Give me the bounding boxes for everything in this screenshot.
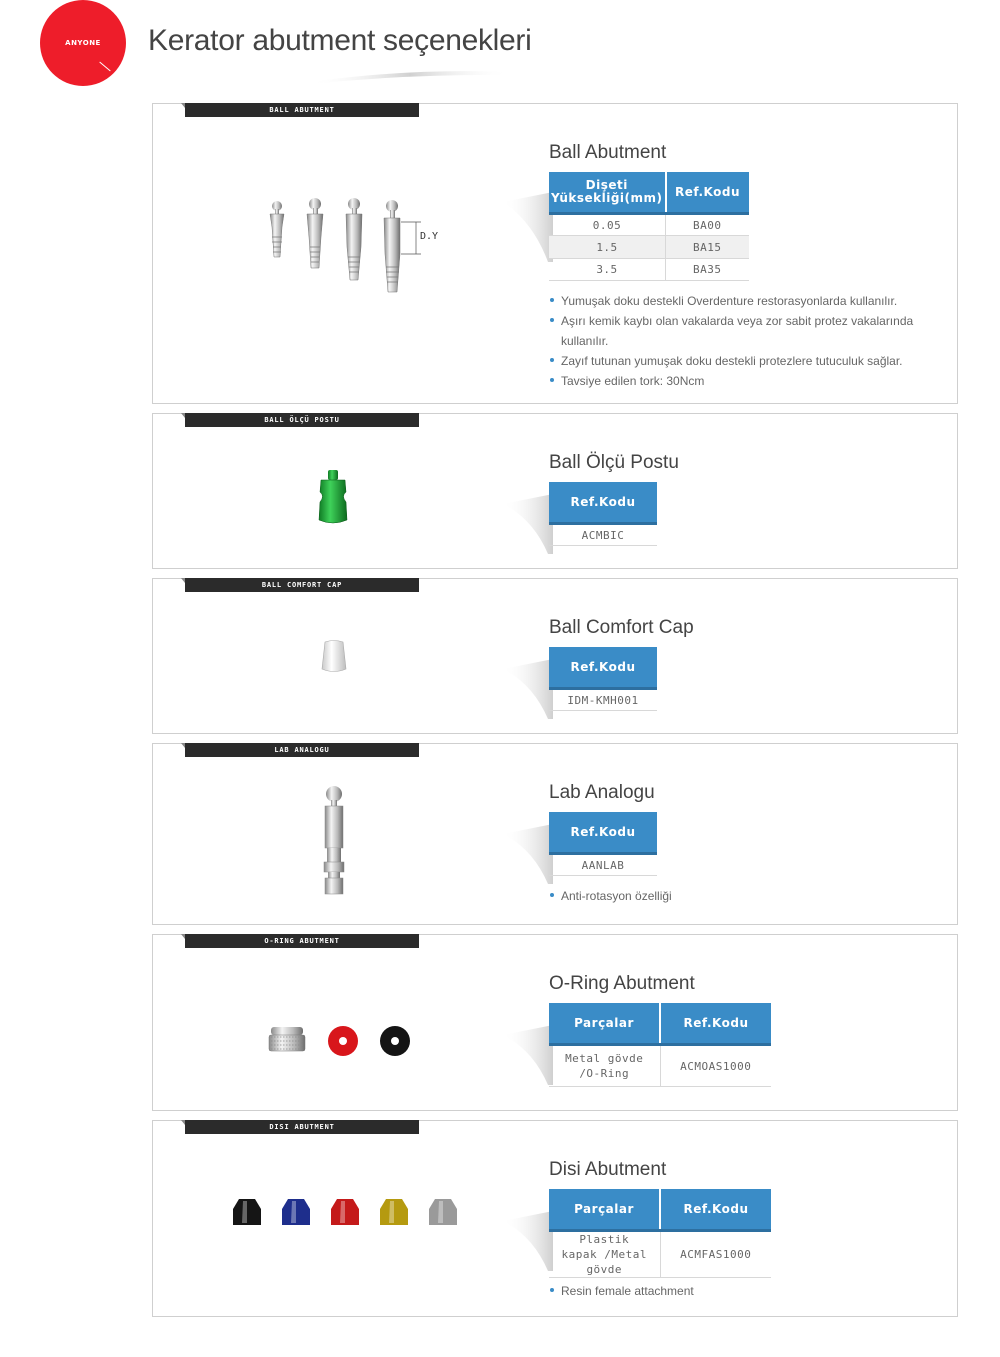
column-header: Ref.Kodu [666,172,749,214]
section-ball-comfort-cap [152,578,958,734]
table-cell: Metal gövde /O-Ring [549,1045,660,1087]
product-title: O-Ring Abutment [549,973,695,994]
table-header-row [549,647,657,689]
shadow-decoration [503,814,553,884]
product-title: Lab Analogu [549,782,655,803]
table-header-row [549,172,749,214]
table-row [549,1045,771,1087]
black-o-ring [380,1026,410,1056]
table-header-row [549,1003,771,1045]
section-tab: LAB ANALOGU [185,743,419,757]
section-tab: O-RING ABUTMENT [185,934,419,948]
section-tab: BALL COMFORT CAP [185,578,419,592]
section-disi-abutment [152,1120,958,1317]
brand-logo[interactable] [40,0,126,86]
dimension-label: D.Y [420,231,439,242]
list-item: Yumuşak doku destekli Overdenture restorasyonlarda kullanılır. [549,291,919,311]
shadow-decoration [503,1201,553,1271]
column-header: Ref.Kodu [660,1003,771,1045]
list-item: Tavsiye edilen tork: 30Ncm [549,371,919,391]
column-header: Parçalar [549,1189,660,1231]
table-cell: ACMOAS1000 [660,1045,771,1087]
table-row [549,524,657,546]
feature-list [549,886,919,906]
female-cap [331,1199,359,1225]
spec-table [549,812,657,876]
page-title: Kerator abutment seçenekleri [148,24,532,57]
spec-table [549,1003,771,1087]
table-header-row [549,812,657,854]
spec-table [549,647,657,711]
table-header-row [549,482,657,524]
section-ball-olcu-postu [152,413,958,569]
table-row [549,236,749,259]
ball-abutment-image [258,192,458,302]
female-cap [429,1199,457,1225]
red-o-ring [328,1026,358,1056]
logo-accent-line [99,62,110,72]
section-tab: BALL ABUTMENT [185,103,419,117]
product-title: Ball Ölçü Postu [549,452,679,473]
list-item: Anti-rotasyon özelliği [549,886,919,906]
table-row [549,854,657,876]
table-cell: 1.5 [549,236,666,259]
feature-list [549,1281,919,1301]
table-cell: ACMFAS1000 [660,1231,771,1278]
section-o-ring-abutment [152,934,958,1111]
table-cell: IDM-KMH001 [549,689,657,711]
table-cell: Plastik kapak /Metal gövde [549,1231,660,1278]
product-title: Disi Abutment [549,1159,667,1180]
female-cap [233,1199,261,1225]
section-tab: DISI ABUTMENT [185,1120,419,1134]
product-title: Ball Comfort Cap [549,617,694,638]
impression-post-image [315,468,355,528]
title-swoosh-decoration [310,70,510,84]
metal-housing [269,1027,305,1051]
product-title: Ball Abutment [549,142,667,163]
column-header: Ref.Kodu [549,647,657,689]
spec-table [549,1189,771,1278]
table-cell: 0.05 [549,214,666,236]
column-header: Parçalar [549,1003,660,1045]
shadow-decoration [503,1015,553,1085]
column-header: Dişeti Yüksekliği(mm) [549,172,666,214]
shadow-decoration [503,484,553,554]
table-cell: BA35 [666,259,749,281]
table-cell: BA15 [666,236,749,259]
list-item: Aşırı kemik kaybı olan vakalarda veya zor sabit protez vakalarında kullanılır. [549,311,919,351]
table-cell: AANLAB [549,854,657,876]
spec-table [549,482,657,546]
table-cell: 3.5 [549,259,666,281]
female-cap [282,1199,310,1225]
brand-logo-text: ANYONE [65,39,101,47]
abutment-4 [384,200,421,292]
abutment-2 [307,198,323,268]
shadow-decoration [503,192,553,262]
abutment-3 [346,198,362,280]
table-cell: BA00 [666,214,749,236]
column-header: Ref.Kodu [549,812,657,854]
list-item: Zayıf tutunan yumuşak doku destekli protezlere tutuculuk sağlar. [549,351,919,371]
feature-list [549,291,919,391]
list-item: Resin female attachment [549,1281,919,1301]
abutment-1 [270,201,284,257]
section-tab: BALL ÖLÇÜ POSTU [185,413,419,427]
table-row [549,259,749,281]
female-cap [380,1199,408,1225]
table-row [549,689,657,711]
section-ball-abutment [152,103,958,404]
table-row [549,1231,771,1278]
shadow-decoration [503,649,553,719]
o-ring-parts-image [265,1023,415,1061]
column-header: Ref.Kodu [549,482,657,524]
lab-analog-image [319,782,349,898]
section-lab-analogu [152,743,958,925]
table-cell: ACMBIC [549,524,657,546]
spec-table [549,172,749,281]
table-header-row [549,1189,771,1231]
female-caps-image [229,1195,479,1231]
comfort-cap-image [319,639,349,675]
table-row [549,214,749,236]
column-header: Ref.Kodu [660,1189,771,1231]
